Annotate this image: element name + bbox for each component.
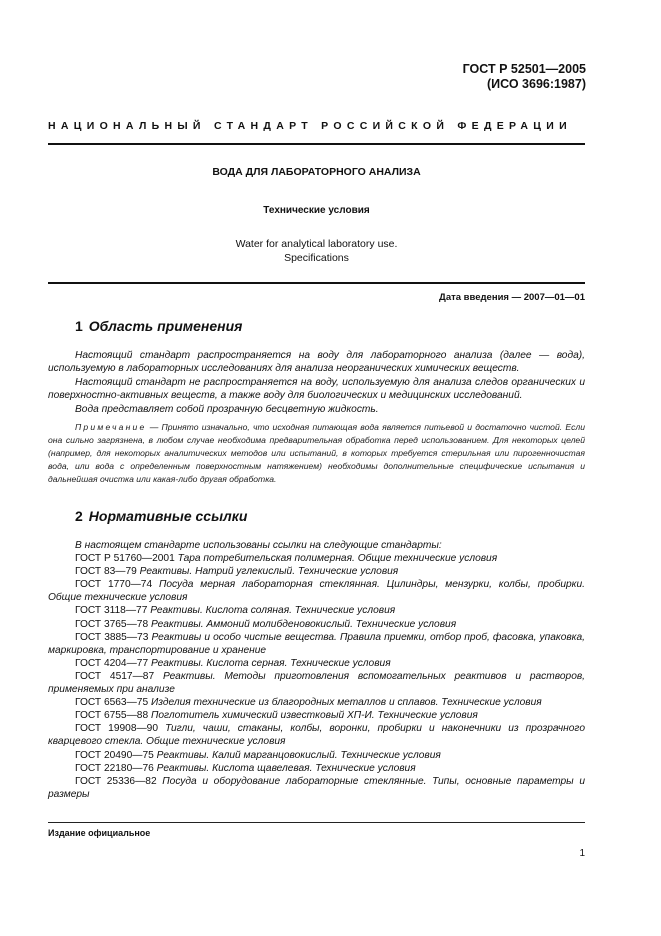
reference-text: Посуда мерная лабораторная стеклянная. Цилиндры, мензурки, колбы, пробирки. Общие технические условия — [48, 579, 585, 604]
reference-code: ГОСТ Р 51760—2001 — [75, 553, 175, 565]
reference-code: ГОСТ 25336—82 — [75, 775, 157, 787]
reference-text: Реактивы. Калий марганцовокислый. Технические условия — [156, 749, 441, 761]
reference-item — [48, 618, 585, 631]
section-1-paragraph: Настоящий стандарт не распространяется на воду, используемую для анализа следов органических и поверхностно-активных веществ, а также воду для биологических и медицинских исследований. — [48, 376, 585, 402]
top-rule — [48, 143, 585, 145]
reference-item — [48, 696, 585, 709]
reference-item — [48, 775, 585, 801]
section-1-heading — [75, 318, 242, 334]
gost-number: ГОСТ Р 52501—2005 — [462, 62, 586, 76]
page-number: 1 — [579, 848, 585, 859]
reference-text: Реактивы и особо чистые вещества. Правила приемки, отбор проб, фасовка, упаковка, маркировка, транспортирование и хранение — [48, 631, 585, 656]
english-title-line-1: Water for analytical laboratory use. — [235, 238, 398, 250]
document-title: ВОДА ДЛЯ ЛАБОРАТОРНОГО АНАЛИЗА — [212, 166, 421, 178]
reference-item — [48, 604, 585, 617]
reference-text: Реактивы. Кислота щавелевая. Технические условия — [156, 762, 416, 774]
reference-code: ГОСТ 3765—78 — [75, 618, 149, 630]
references-intro: В настоящем стандарте использованы ссылки на следующие стандарты: — [75, 540, 442, 551]
section-1-body — [48, 349, 585, 416]
reference-code: ГОСТ 83—79 — [75, 566, 137, 578]
reference-code: ГОСТ 22180—76 — [75, 762, 154, 774]
section-1-note — [48, 421, 585, 486]
reference-item — [48, 762, 585, 775]
reference-text: Тигли, чаши, стаканы, колбы, воронки, пробирки и наконечники из прозрачного кварцевого стекла. Общие технические условия — [48, 723, 585, 748]
note-text: — Принято изначально, что исходная питающая вода является питьевой и достаточно чистой. Если она сильно загрязнена, в любом случае необходима предварительная обработка перед использованием. Для некоторых целей (например, для некоторых аналитических методов или испытаний, в которых требуется стерильная или пирогенночистая вода, или вода с определенным поверхностным натяжением) необходимы дополнительные специфические испытания и дальнейшая очистка или какая-либо другая обработка. — [48, 422, 585, 484]
section-2-title: Нормативные ссылки — [88, 508, 248, 524]
english-title-line-2: Specifications — [284, 252, 349, 264]
edition-label: Издание официальное — [48, 828, 151, 838]
reference-text: Поглотитель химический известковый ХП-И. Технические условия — [150, 710, 478, 722]
reference-code: ГОСТ 1770—74 — [75, 579, 153, 591]
reference-text: Посуда и оборудование лабораторные стеклянные. Типы, основные параметры и размеры — [48, 775, 585, 800]
effective-date: Дата введения — 2007—01—01 — [439, 292, 585, 303]
references-list — [48, 539, 585, 801]
reference-text: Реактивы. Натрий углекислый. Технические условия — [139, 566, 399, 578]
english-title — [48, 237, 585, 265]
reference-text: Реактивы. Кислота серная. Технические условия — [150, 657, 391, 669]
iso-number: (ИСО 3696:1987) — [487, 77, 586, 91]
reference-code: ГОСТ 4517—87 — [75, 670, 155, 682]
note-label: Примечание — [75, 422, 147, 432]
footer-rule — [48, 822, 585, 823]
reference-code: ГОСТ 3118—77 — [75, 605, 148, 617]
reference-code: ГОСТ 3885—73 — [75, 631, 149, 643]
reference-item — [48, 657, 585, 670]
reference-text: Реактивы. Аммоний молибденовокислый. Технические условия — [150, 618, 457, 630]
section-2-number: 2 — [75, 508, 83, 524]
reference-item — [48, 552, 585, 565]
document-number-block — [463, 62, 586, 92]
section-1-paragraph: Настоящий стандарт распространяется на воду для лабораторного анализа (далее — вода), используемую в лабораторных исследованиях для анализа неорганических химических веществ. — [48, 350, 585, 375]
document-subtitle: Технические условия — [263, 205, 370, 216]
reference-code: ГОСТ 6755—88 — [75, 710, 149, 722]
reference-code: ГОСТ 20490—75 — [75, 749, 154, 761]
reference-code: ГОСТ 6563—75 — [75, 697, 149, 709]
reference-text: Изделия технические из благородных металлов и сплавов. Технические условия — [150, 697, 542, 709]
section-1-number: 1 — [75, 318, 83, 334]
title-rule — [48, 282, 585, 284]
section-2-heading — [75, 508, 247, 524]
reference-item — [48, 749, 585, 762]
reference-text: Реактивы. Кислота соляная. Технические условия — [150, 605, 396, 617]
section-1-paragraph: Вода представляет собой прозрачную бесцветную жидкость. — [75, 403, 379, 415]
reference-item — [48, 722, 585, 748]
reference-code: ГОСТ 4204—77 — [75, 657, 149, 669]
reference-text: Реактивы. Методы приготовления вспомогательных реактивов и растворов, применяемых при анализе — [48, 670, 586, 696]
reference-text: Тара потребительская полимерная. Общие технические условия — [177, 553, 498, 565]
reference-item — [48, 631, 585, 657]
reference-code: ГОСТ 19908—90 — [75, 723, 159, 735]
section-1-title: Область применения — [88, 318, 243, 334]
reference-item — [48, 565, 585, 578]
reference-item — [48, 670, 585, 696]
national-standard-banner: НАЦИОНАЛЬНЫЙ СТАНДАРТ РОССИЙСКОЙ ФЕДЕРАЦИИ — [48, 120, 572, 132]
reference-item — [48, 578, 585, 604]
reference-item — [48, 709, 585, 722]
